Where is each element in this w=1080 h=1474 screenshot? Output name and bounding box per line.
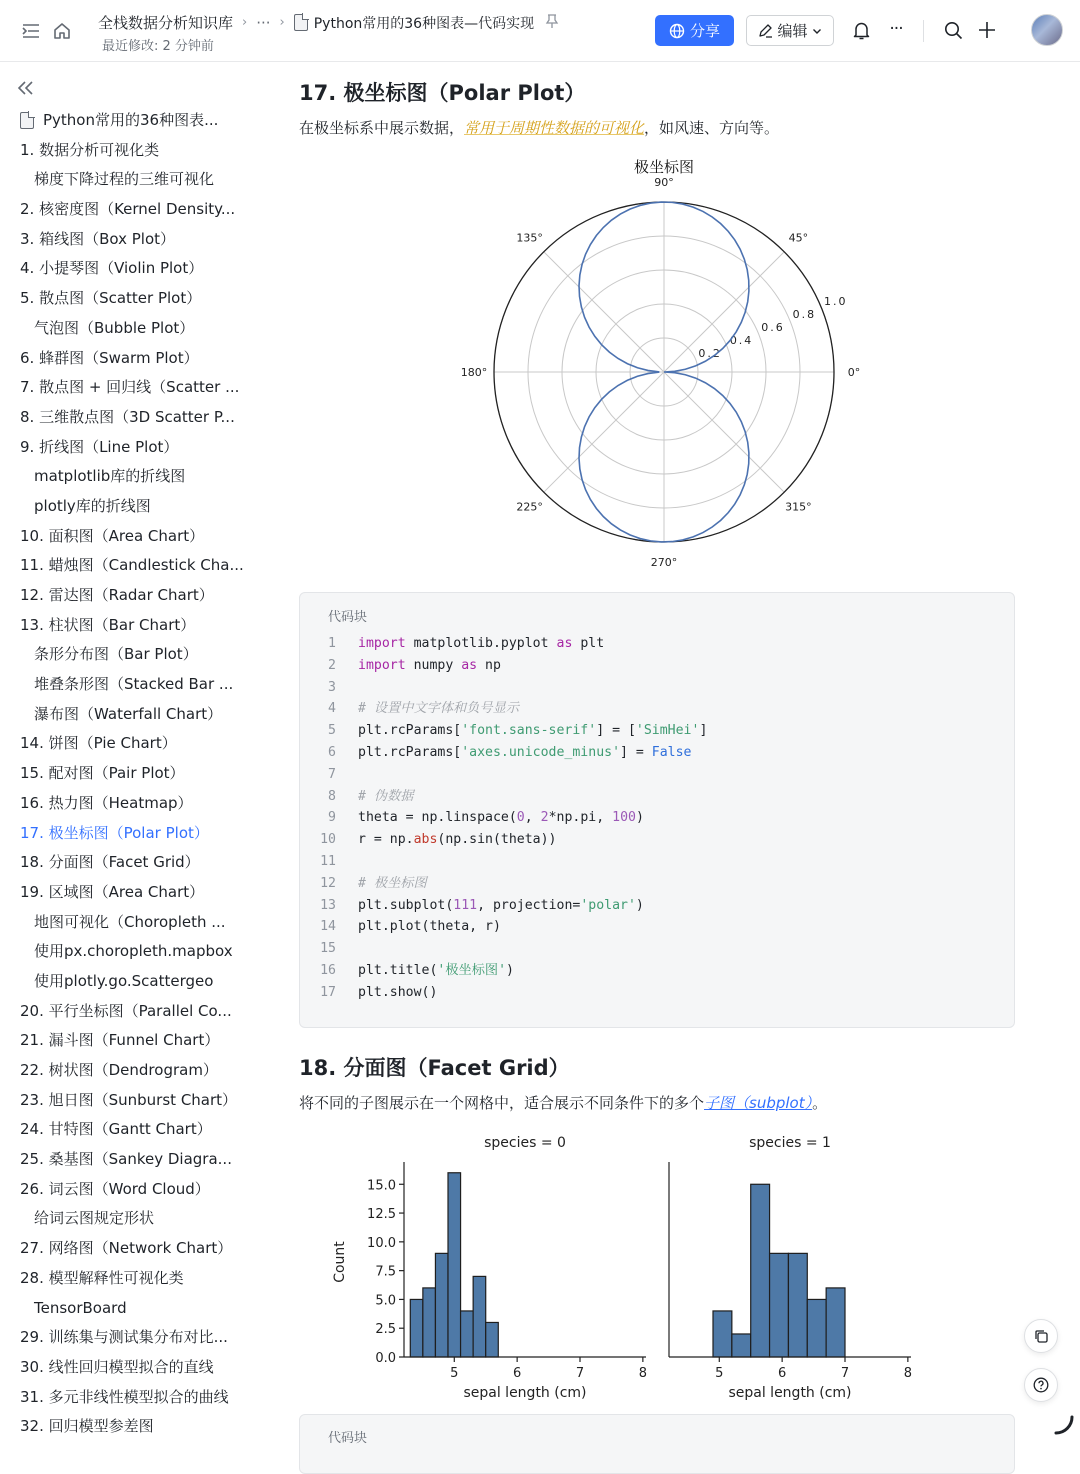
facet-grid-chart — [332, 1127, 962, 1407]
line-number: 5 — [328, 723, 336, 739]
code-text — [348, 655, 501, 677]
code-token: theta = np.linspace( — [358, 810, 517, 826]
code-line — [300, 982, 1014, 1004]
toc-item[interactable]: 堆叠条形图（Stacked Bar ... — [34, 675, 234, 694]
code-token: plt.show() — [358, 984, 438, 1000]
toc-item[interactable]: 2. 核密度图（Kernel Density... — [20, 200, 236, 219]
toc-item[interactable]: 27. 网络图（Network Chart） — [20, 1239, 233, 1258]
toc-item[interactable]: 25. 桑基图（Sankey Diagra... — [20, 1150, 232, 1169]
toc-item[interactable]: 23. 旭日图（Sunburst Chart） — [20, 1090, 238, 1109]
toc-item[interactable]: plotly库的折线图 — [34, 496, 151, 515]
code-line — [300, 807, 1014, 829]
code-token: plt.plot(theta, r) — [358, 919, 501, 935]
code-lines — [300, 633, 1014, 1004]
code-token: numpy — [405, 657, 462, 673]
angle-gridline — [544, 372, 664, 492]
toc-item[interactable]: 28. 模型解释性可视化类 — [20, 1268, 184, 1287]
chevron-right-icon: › — [279, 15, 285, 30]
toc-item[interactable]: 使用px.choropleth.mapbox — [34, 942, 233, 961]
toc-item[interactable]: 7. 散点图 + 回归线（Scatter ... — [20, 378, 240, 397]
code-text — [348, 960, 514, 982]
toc-item[interactable]: 14. 饼图（Pie Chart） — [20, 734, 177, 753]
line-number: 8 — [328, 788, 336, 804]
toc-item[interactable]: 29. 训练集与测试集分布对比... — [20, 1328, 228, 1347]
toc-item[interactable]: matplotlib库的折线图 — [34, 467, 186, 486]
top-bar — [0, 0, 1080, 62]
code-line — [300, 720, 1014, 742]
code-token: 111 — [453, 897, 478, 913]
toc-item[interactable]: 18. 分面图（Facet Grid） — [20, 853, 200, 872]
histogram-bar — [732, 1334, 751, 1357]
line-number: 16 — [320, 962, 336, 978]
facet-grid-svg — [332, 1127, 962, 1407]
code-line — [300, 742, 1014, 764]
toc-item[interactable]: 13. 柱状图（Bar Chart） — [20, 615, 196, 634]
toc-item[interactable]: 1. 数据分析可视化类 — [20, 140, 160, 159]
line-number: 9 — [328, 810, 336, 826]
plus-icon[interactable] — [976, 19, 998, 41]
code-token: False — [651, 744, 692, 760]
line-number: 13 — [320, 897, 336, 913]
document-icon — [294, 14, 308, 31]
line-number: 2 — [328, 657, 336, 673]
toolbar-divider — [923, 20, 924, 42]
share-label: 分享 — [689, 22, 720, 40]
y-tick-label: 12.5 — [367, 1207, 396, 1223]
code-text — [348, 938, 358, 960]
code-text — [348, 829, 557, 851]
code-text — [348, 677, 358, 699]
toc-item[interactable]: 31. 多元非线性模型拟合的曲线 — [20, 1387, 229, 1406]
edit-button[interactable] — [746, 15, 834, 46]
breadcrumb-ellipsis[interactable]: ··· — [256, 13, 271, 32]
x-tick-label: 7 — [840, 1366, 850, 1381]
toc-item[interactable]: 条形分布图（Bar Plot） — [34, 645, 198, 664]
code-token: plt.subplot( — [358, 897, 454, 913]
histogram-bar — [807, 1299, 826, 1357]
x-tick-label: 7 — [575, 1366, 585, 1381]
x-tick-label: 6 — [513, 1366, 522, 1381]
code-token: (np.sin(theta)) — [437, 832, 557, 848]
code-text — [348, 807, 644, 829]
code-text — [348, 851, 358, 873]
code-token: 2 — [540, 810, 549, 826]
code-text — [348, 720, 707, 742]
angle-tick-label: 225° — [516, 500, 543, 514]
table-of-contents — [0, 106, 262, 1442]
section-18-description — [299, 1092, 827, 1113]
code-token: # 极坐标图 — [358, 875, 427, 891]
code-line — [300, 764, 1014, 786]
y-tick-label: 0.0 — [375, 1351, 396, 1366]
code-token: ) — [635, 810, 644, 826]
breadcrumb-current-doc[interactable]: Python常用的36种图表—代码实现 — [313, 15, 535, 32]
loading-spinner-icon — [1052, 1413, 1076, 1437]
code-line — [300, 633, 1014, 655]
y-tick-label: 2.5 — [375, 1322, 396, 1338]
toc-root-document[interactable] — [0, 106, 262, 136]
code-token: 0 — [516, 810, 525, 826]
r-tick-label: 1.0 — [824, 294, 848, 308]
code-text — [348, 895, 644, 917]
toc-item[interactable]: 24. 甘特图（Gantt Chart） — [20, 1120, 212, 1139]
chart-title: 极坐标图 — [633, 158, 695, 176]
pencil-icon — [758, 23, 773, 38]
code-token: plt.title( — [358, 962, 438, 978]
angle-tick-label: 135° — [516, 231, 543, 245]
collapse-sidebar-icon[interactable] — [17, 80, 37, 100]
code-line — [300, 677, 1014, 699]
toc-item[interactable]: 12. 雷达图（Radar Chart） — [20, 586, 214, 604]
toc-item[interactable]: 19. 区域图（Area Chart） — [20, 882, 205, 901]
histogram-bar — [448, 1173, 461, 1357]
desc-suffix: ，如风速、方向等。 — [644, 119, 780, 137]
code-token: import — [358, 657, 406, 673]
edit-label: 编辑 — [777, 22, 808, 40]
code-token: # 伪数据 — [358, 788, 414, 804]
copy-icon — [1034, 1329, 1049, 1344]
histogram-bar — [486, 1322, 499, 1357]
sidebar — [0, 62, 262, 1441]
toc-item[interactable]: 9. 折线图（Line Plot） — [20, 437, 179, 456]
toc-item[interactable]: 4. 小提琴图（Violin Plot） — [20, 259, 204, 278]
angle-tick-label: 270° — [650, 556, 678, 569]
code-token: , — [524, 810, 541, 826]
document-icon — [20, 112, 34, 129]
code-token: as — [461, 657, 478, 673]
code-text — [348, 916, 501, 938]
toc-item[interactable]: 8. 三维散点图（3D Scatter P... — [20, 407, 235, 426]
code-line — [300, 829, 1014, 851]
code-token: 'font.sans-serif' — [461, 723, 597, 739]
toc-item[interactable]: 21. 漏斗图（Funnel Chart） — [20, 1031, 220, 1050]
toc-item[interactable]: 给词云图规定形状 — [34, 1209, 155, 1228]
code-block-facet — [299, 1414, 1015, 1474]
y-axis-label: Count — [332, 1241, 348, 1283]
code-text — [348, 742, 691, 764]
y-tick-label: 5.0 — [375, 1293, 396, 1309]
angle-tick-label: 90° — [654, 176, 674, 189]
help-icon — [1033, 1377, 1049, 1393]
histogram-bar — [751, 1184, 770, 1357]
highlighted-link[interactable]: 常用于周期性数据的可视化 — [464, 119, 645, 137]
code-text — [348, 786, 413, 808]
angle-tick-label: 180° — [460, 366, 488, 379]
toc-item[interactable]: 气泡图（Bubble Plot） — [34, 318, 195, 337]
code-token: plt.rcParams[ — [358, 744, 462, 760]
histogram-bar — [788, 1253, 807, 1357]
toc-item[interactable]: 11. 蜡烛图（Candlestick Cha... — [20, 556, 244, 575]
code-token: r = np. — [358, 832, 414, 848]
code-line — [300, 786, 1014, 808]
line-number: 3 — [328, 679, 336, 695]
r-tick-label: 0.4 — [729, 333, 754, 347]
histogram-bar — [423, 1288, 436, 1357]
angle-gridline — [664, 252, 784, 372]
last-modified-text: 最近修改: 2 分钟前 — [102, 39, 214, 54]
code-token: ] — [699, 723, 708, 739]
toc-item[interactable]: 6. 蜂群图（Swarm Plot） — [20, 348, 199, 367]
copy-doc-button[interactable] — [1024, 1319, 1058, 1353]
line-number: 10 — [320, 832, 336, 848]
toc-item[interactable]: 梯度下降过程的三维可视化 — [34, 170, 215, 189]
angle-tick-label: 315° — [785, 500, 812, 514]
code-line — [300, 895, 1014, 917]
section-18-heading: 18. 分面图（Facet Grid） — [299, 1056, 570, 1080]
breadcrumb-root[interactable]: 全栈数据分析知识库 — [98, 14, 234, 32]
code-token: *np.pi, — [548, 810, 613, 826]
toc-item[interactable]: 3. 箱线图（Box Plot） — [20, 229, 176, 248]
histogram-bar — [713, 1311, 732, 1357]
toc-item[interactable]: 17. 极坐标图（Polar Plot） — [20, 823, 209, 842]
code-token: plt.rcParams[ — [358, 723, 462, 739]
code-token: ] = — [620, 744, 652, 760]
histogram-bar — [826, 1288, 845, 1357]
code-token: 'axes.unicode_minus' — [461, 744, 621, 760]
code-block-polar — [299, 592, 1015, 1028]
code-token: matplotlib.pyplot — [405, 636, 557, 651]
toc-item[interactable]: 地图可视化（Choropleth ... — [34, 912, 226, 931]
chevron-down-icon — [812, 26, 822, 36]
toc-item[interactable]: 32. 回归模型参差图 — [20, 1417, 154, 1436]
code-token: # 设置中文字体和负号显示 — [358, 701, 519, 717]
histogram-bar — [435, 1253, 448, 1357]
x-axis-label: sepal length (cm) — [463, 1385, 587, 1401]
line-number: 17 — [320, 984, 336, 1000]
code-token: 'polar' — [580, 897, 636, 913]
y-tick-label: 7.5 — [375, 1264, 396, 1280]
toc-item[interactable]: 瀑布图（Waterfall Chart） — [34, 704, 223, 723]
code-text — [348, 873, 427, 895]
code-line — [300, 851, 1014, 873]
polar-chart — [440, 150, 880, 580]
code-token: 'SimHei' — [635, 723, 700, 739]
toc-item[interactable]: 30. 线性回归模型拟合的直线 — [20, 1357, 214, 1376]
code-token: ) — [506, 962, 514, 978]
y-tick-label: 15.0 — [367, 1178, 396, 1194]
home-icon[interactable] — [51, 20, 73, 42]
toc-item[interactable]: 22. 树状图（Dendrogram） — [20, 1061, 218, 1079]
angle-gridline — [664, 372, 784, 492]
histogram-bar — [410, 1299, 423, 1357]
chevron-right-icon: › — [242, 15, 248, 30]
x-axis-label: sepal length (cm) — [728, 1385, 852, 1401]
desc-suffix: 。 — [812, 1094, 828, 1112]
sidebar-toggle-icon[interactable] — [20, 20, 42, 42]
code-token: np — [477, 657, 501, 673]
toc-item[interactable]: 26. 词云图（Word Cloud） — [20, 1179, 210, 1198]
y-tick-label: 10.0 — [367, 1235, 396, 1251]
code-token: ) — [635, 897, 644, 913]
r-tick-label: 0.2 — [698, 346, 722, 360]
facet-title: species = 0 — [484, 1135, 566, 1151]
code-token: ] = [ — [596, 723, 636, 739]
code-text — [348, 982, 437, 1004]
line-number: 4 — [328, 701, 336, 717]
x-tick-label: 8 — [638, 1366, 647, 1381]
toc-root-label: Python常用的36种图表... — [43, 111, 219, 129]
bell-icon[interactable] — [850, 19, 872, 41]
globe-icon — [669, 23, 685, 39]
breadcrumb — [98, 12, 558, 33]
r-tick-label: 0.6 — [761, 320, 785, 334]
line-number: 6 — [328, 744, 336, 760]
toc-item[interactable]: 16. 热力图（Heatmap） — [20, 793, 193, 812]
subplot-link[interactable]: 子图（subplot） — [704, 1094, 813, 1112]
code-token: abs — [413, 832, 438, 848]
line-number: 14 — [320, 919, 336, 935]
code-line — [300, 916, 1014, 938]
code-token: as — [556, 636, 573, 651]
polar-chart-svg — [440, 150, 880, 580]
line-number: 12 — [320, 875, 336, 891]
code-token: , projection= — [477, 897, 581, 913]
desc-prefix: 将不同的子图展示在一个网格中，适合展示不同条件下的多个 — [299, 1094, 705, 1112]
x-tick-label: 5 — [715, 1366, 724, 1381]
toc-item[interactable]: 5. 散点图（Scatter Plot） — [20, 289, 202, 308]
toc-item[interactable]: TensorBoard — [34, 1298, 127, 1317]
pin-icon[interactable] — [546, 14, 558, 32]
code-token: 100 — [612, 810, 636, 826]
share-button[interactable] — [655, 15, 734, 46]
x-tick-label: 5 — [450, 1366, 459, 1381]
angle-gridline — [544, 252, 664, 372]
line-number: 11 — [320, 853, 336, 869]
search-icon[interactable] — [942, 19, 964, 41]
code-line — [300, 960, 1014, 982]
code-line — [300, 873, 1014, 895]
toc-item[interactable]: 15. 配对图（Pair Plot） — [20, 764, 185, 783]
desc-prefix: 在极坐标系中展示数据， — [299, 119, 465, 137]
line-number: 1 — [328, 636, 336, 651]
line-number: 7 — [328, 766, 336, 782]
toc-item[interactable]: 10. 面积图（Area Chart） — [20, 526, 205, 545]
code-line — [300, 655, 1014, 677]
code-token: import — [358, 636, 406, 651]
code-text — [348, 764, 358, 786]
section-17-heading: 17. 极坐标图（Polar Plot） — [299, 81, 586, 105]
section-17-description — [299, 117, 779, 138]
x-tick-label: 8 — [903, 1366, 912, 1381]
code-block-label: 代码块 — [328, 610, 368, 625]
document-body — [262, 62, 1080, 1446]
code-token: '极坐标图' — [437, 962, 507, 978]
facet-title: species = 1 — [749, 1135, 831, 1151]
histogram-bar — [770, 1253, 789, 1357]
code-line — [300, 698, 1014, 720]
histogram-bar — [461, 1311, 474, 1357]
toc-item[interactable]: 使用plotly.go.Scattergeo — [34, 971, 214, 990]
line-number: 15 — [320, 941, 336, 957]
code-block-label: 代码块 — [328, 1431, 368, 1446]
angle-tick-label: 45° — [788, 231, 809, 245]
toc-item[interactable]: 20. 平行坐标图（Parallel Co... — [20, 1001, 232, 1020]
r-tick-label: 0.8 — [792, 307, 817, 321]
histogram-bar — [473, 1276, 486, 1357]
angle-tick-label: 0° — [847, 366, 861, 379]
code-text — [348, 698, 519, 720]
help-button[interactable] — [1024, 1368, 1058, 1402]
avatar[interactable] — [1031, 14, 1063, 46]
x-tick-label: 6 — [778, 1366, 787, 1381]
code-text — [348, 633, 604, 655]
more-icon[interactable]: ··· — [889, 19, 903, 39]
code-token: plt — [572, 636, 605, 651]
code-line — [300, 938, 1014, 960]
